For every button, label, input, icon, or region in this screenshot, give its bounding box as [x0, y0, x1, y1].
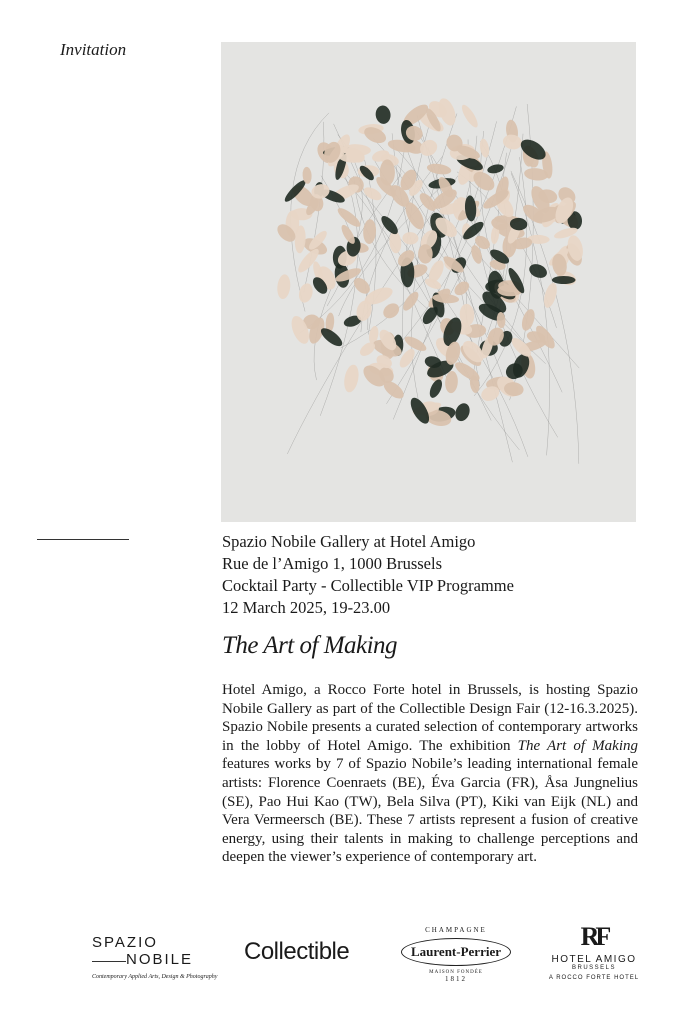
amigo-city: BRUSSELS: [571, 965, 616, 971]
divider-line: [37, 539, 129, 540]
lp-fondee: MAISON FONDÉE: [429, 970, 483, 975]
event-programme: Cocktail Party - Collectible VIP Programme: [222, 576, 514, 595]
event-details: [222, 531, 514, 619]
laurent-perrier-logo: [396, 926, 516, 983]
invitation-label: Invitation: [60, 40, 127, 59]
sponsor-logos: [0, 920, 683, 1020]
event-date: 12 March 2025, 19-23.00: [222, 598, 391, 617]
lp-name: Laurent-Perrier: [401, 938, 511, 966]
description-title: The Art of Making: [517, 737, 638, 754]
event-venue: Spazio Nobile Gallery at Hotel Amigo: [222, 532, 476, 551]
description-part-2: features works by 7 of Spazio Nobile’s leading international female artists: Florence Coenraets (BE), Éva Garcia (FR), Åsa Jungnelius (SE), Pao Hui Kao (TW), Bela Silva (PT), Kiki van Eijk (NL) and Vera Vermeersch (BE). These 7 artists represent a fusion of creative energy, using their talents in making to challenge perceptions and deepen the viewer’s experience of contemporary art.: [222, 756, 638, 866]
exhibition-description: [222, 681, 638, 867]
amigo-tagline: A ROCCO FORTE HOTEL: [548, 975, 640, 981]
hotel-amigo-logo: [544, 922, 644, 981]
spazio-logo-line2: NOBILE: [126, 951, 194, 968]
exhibition-title: The Art of Making: [222, 632, 398, 659]
rf-monogram: RF: [580, 922, 608, 951]
spazio-nobile-logo: [92, 934, 218, 980]
event-address: Rue de l’Amigo 1, 1000 Brussels: [222, 554, 442, 573]
description-part-1: Hotel Amigo, a Rocco Forte hotel in Brussels, is hosting Spazio Nobile Gallery as part of the Collectible Design Fair (12-16.3.2025). Spazio Nobile presents a curated selection of contemporary artworks in the lobby of Hotel Amigo. The exhibition: [222, 682, 638, 754]
amigo-name: HOTEL AMIGO: [551, 954, 637, 965]
lp-year: 1812: [445, 975, 467, 983]
collectible-logo: Collectible: [244, 938, 350, 965]
spazio-logo-tagline: Contemporary Applied Arts, Design & Photography: [92, 974, 218, 980]
sculpture-image: [221, 42, 636, 522]
artwork-image: [221, 42, 636, 522]
spazio-logo-rule: [92, 961, 126, 962]
spazio-logo-line1: SPAZIO: [92, 934, 158, 951]
lp-champagne: CHAMPAGNE: [425, 926, 487, 934]
